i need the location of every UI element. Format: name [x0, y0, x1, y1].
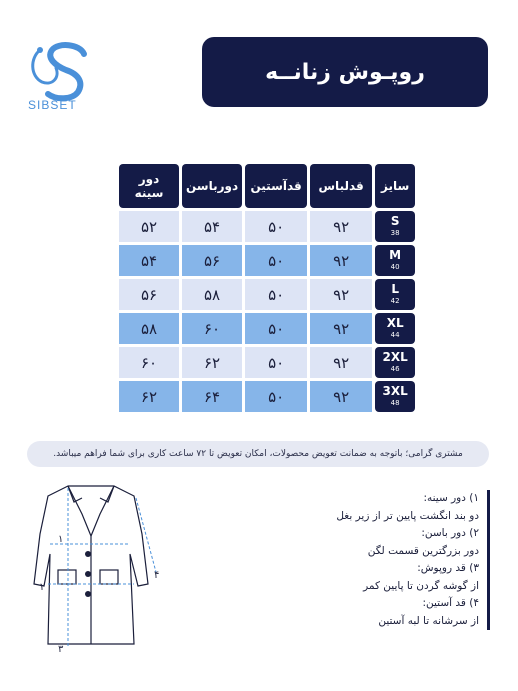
- table-header-row: [119, 164, 415, 208]
- header-length: قدلباس: [310, 164, 372, 208]
- size-cell: [375, 211, 415, 242]
- sleeve-cell: ۵۰: [245, 347, 307, 378]
- guide-line: دور بزرگترین قسمت لگن: [367, 544, 479, 557]
- size-label: 3XL: [382, 383, 408, 398]
- size-label: L: [391, 281, 399, 296]
- table-row: [119, 211, 415, 242]
- guide-line: ۲) دور باسن:: [421, 527, 479, 539]
- hip-marker: ۲: [40, 582, 46, 593]
- chest-marker: ۱: [58, 534, 64, 545]
- size-cell: [375, 347, 415, 378]
- length-cell: ۹۲: [310, 313, 372, 344]
- eu-size: 46: [390, 364, 400, 373]
- size-cell: [375, 313, 415, 344]
- guide-line: ۳) قد روپوش:: [417, 562, 479, 574]
- size-label: XL: [386, 315, 404, 330]
- size-label: S: [390, 213, 400, 228]
- size-label: M: [389, 247, 402, 262]
- size-cell: [375, 245, 415, 276]
- eu-size: 40: [390, 262, 400, 271]
- sleeve-cell: ۵۰: [245, 381, 307, 412]
- header-sleeve: قدآستین: [245, 164, 307, 208]
- hip-cell: ۵۶: [182, 245, 242, 276]
- guide-line: ۱) دور سینه:: [423, 492, 479, 504]
- chest-cell: ۶۲: [119, 381, 179, 412]
- sleeve-cell: ۵۰: [245, 279, 307, 310]
- size-label: 2XL: [382, 349, 408, 364]
- eu-size: 42: [390, 296, 400, 305]
- length-marker: ۳: [58, 644, 64, 654]
- size-table: [116, 161, 418, 415]
- length-cell: ۹۲: [310, 245, 372, 276]
- chest-cell: ۵۲: [119, 211, 179, 242]
- table-row: [119, 279, 415, 310]
- eu-size: 44: [390, 330, 400, 339]
- chest-cell: ۵۸: [119, 313, 179, 344]
- length-cell: ۹۲: [310, 347, 372, 378]
- hip-cell: ۶۴: [182, 381, 242, 412]
- sleeve-cell: ۵۰: [245, 313, 307, 344]
- guide-line: ۴) قد آستین:: [422, 597, 479, 609]
- guide-line: دو بند انگشت پایین تر از زیر بغل: [336, 509, 479, 522]
- length-cell: ۹۲: [310, 279, 372, 310]
- header-chest: دور سینه: [119, 164, 179, 208]
- length-cell: ۹۲: [310, 381, 372, 412]
- chest-cell: ۵۴: [119, 245, 179, 276]
- hip-cell: ۶۲: [182, 347, 242, 378]
- header-hip: دورباسن: [182, 164, 242, 208]
- eu-size: 38: [390, 228, 400, 237]
- coat-measurement-diagram: [26, 474, 176, 654]
- table-row: [119, 245, 415, 276]
- hip-cell: ۵۴: [182, 211, 242, 242]
- sleeve-cell: ۵۰: [245, 211, 307, 242]
- size-cell: [375, 381, 415, 412]
- sleeve-marker: ۴: [154, 570, 160, 581]
- brand-name: SIBSET: [28, 98, 77, 112]
- chest-cell: ۶۰: [119, 347, 179, 378]
- table-row: [119, 313, 415, 344]
- table-row: [119, 381, 415, 412]
- table-row: [119, 347, 415, 378]
- measurement-guide: [179, 490, 490, 630]
- header-size: سایز: [375, 164, 415, 208]
- sleeve-cell: ۵۰: [245, 245, 307, 276]
- eu-size: 48: [390, 398, 400, 407]
- length-cell: ۹۲: [310, 211, 372, 242]
- size-cell: [375, 279, 415, 310]
- chest-cell: ۵۶: [119, 279, 179, 310]
- hip-cell: ۶۰: [182, 313, 242, 344]
- exchange-notice: مشتری گرامی؛ باتوجه به ضمانت تعویض محصولات، امکان تعویض تا ۷۲ ساعت کاری برای شما فراهم میباشد.: [27, 441, 489, 467]
- guide-line: از گوشه گردن تا پایین کمر: [363, 579, 479, 592]
- guide-line: از سرشانه تا لبه آستین: [378, 614, 479, 627]
- hip-cell: ۵۸: [182, 279, 242, 310]
- page-title: روپـوش زنانــه: [202, 37, 488, 107]
